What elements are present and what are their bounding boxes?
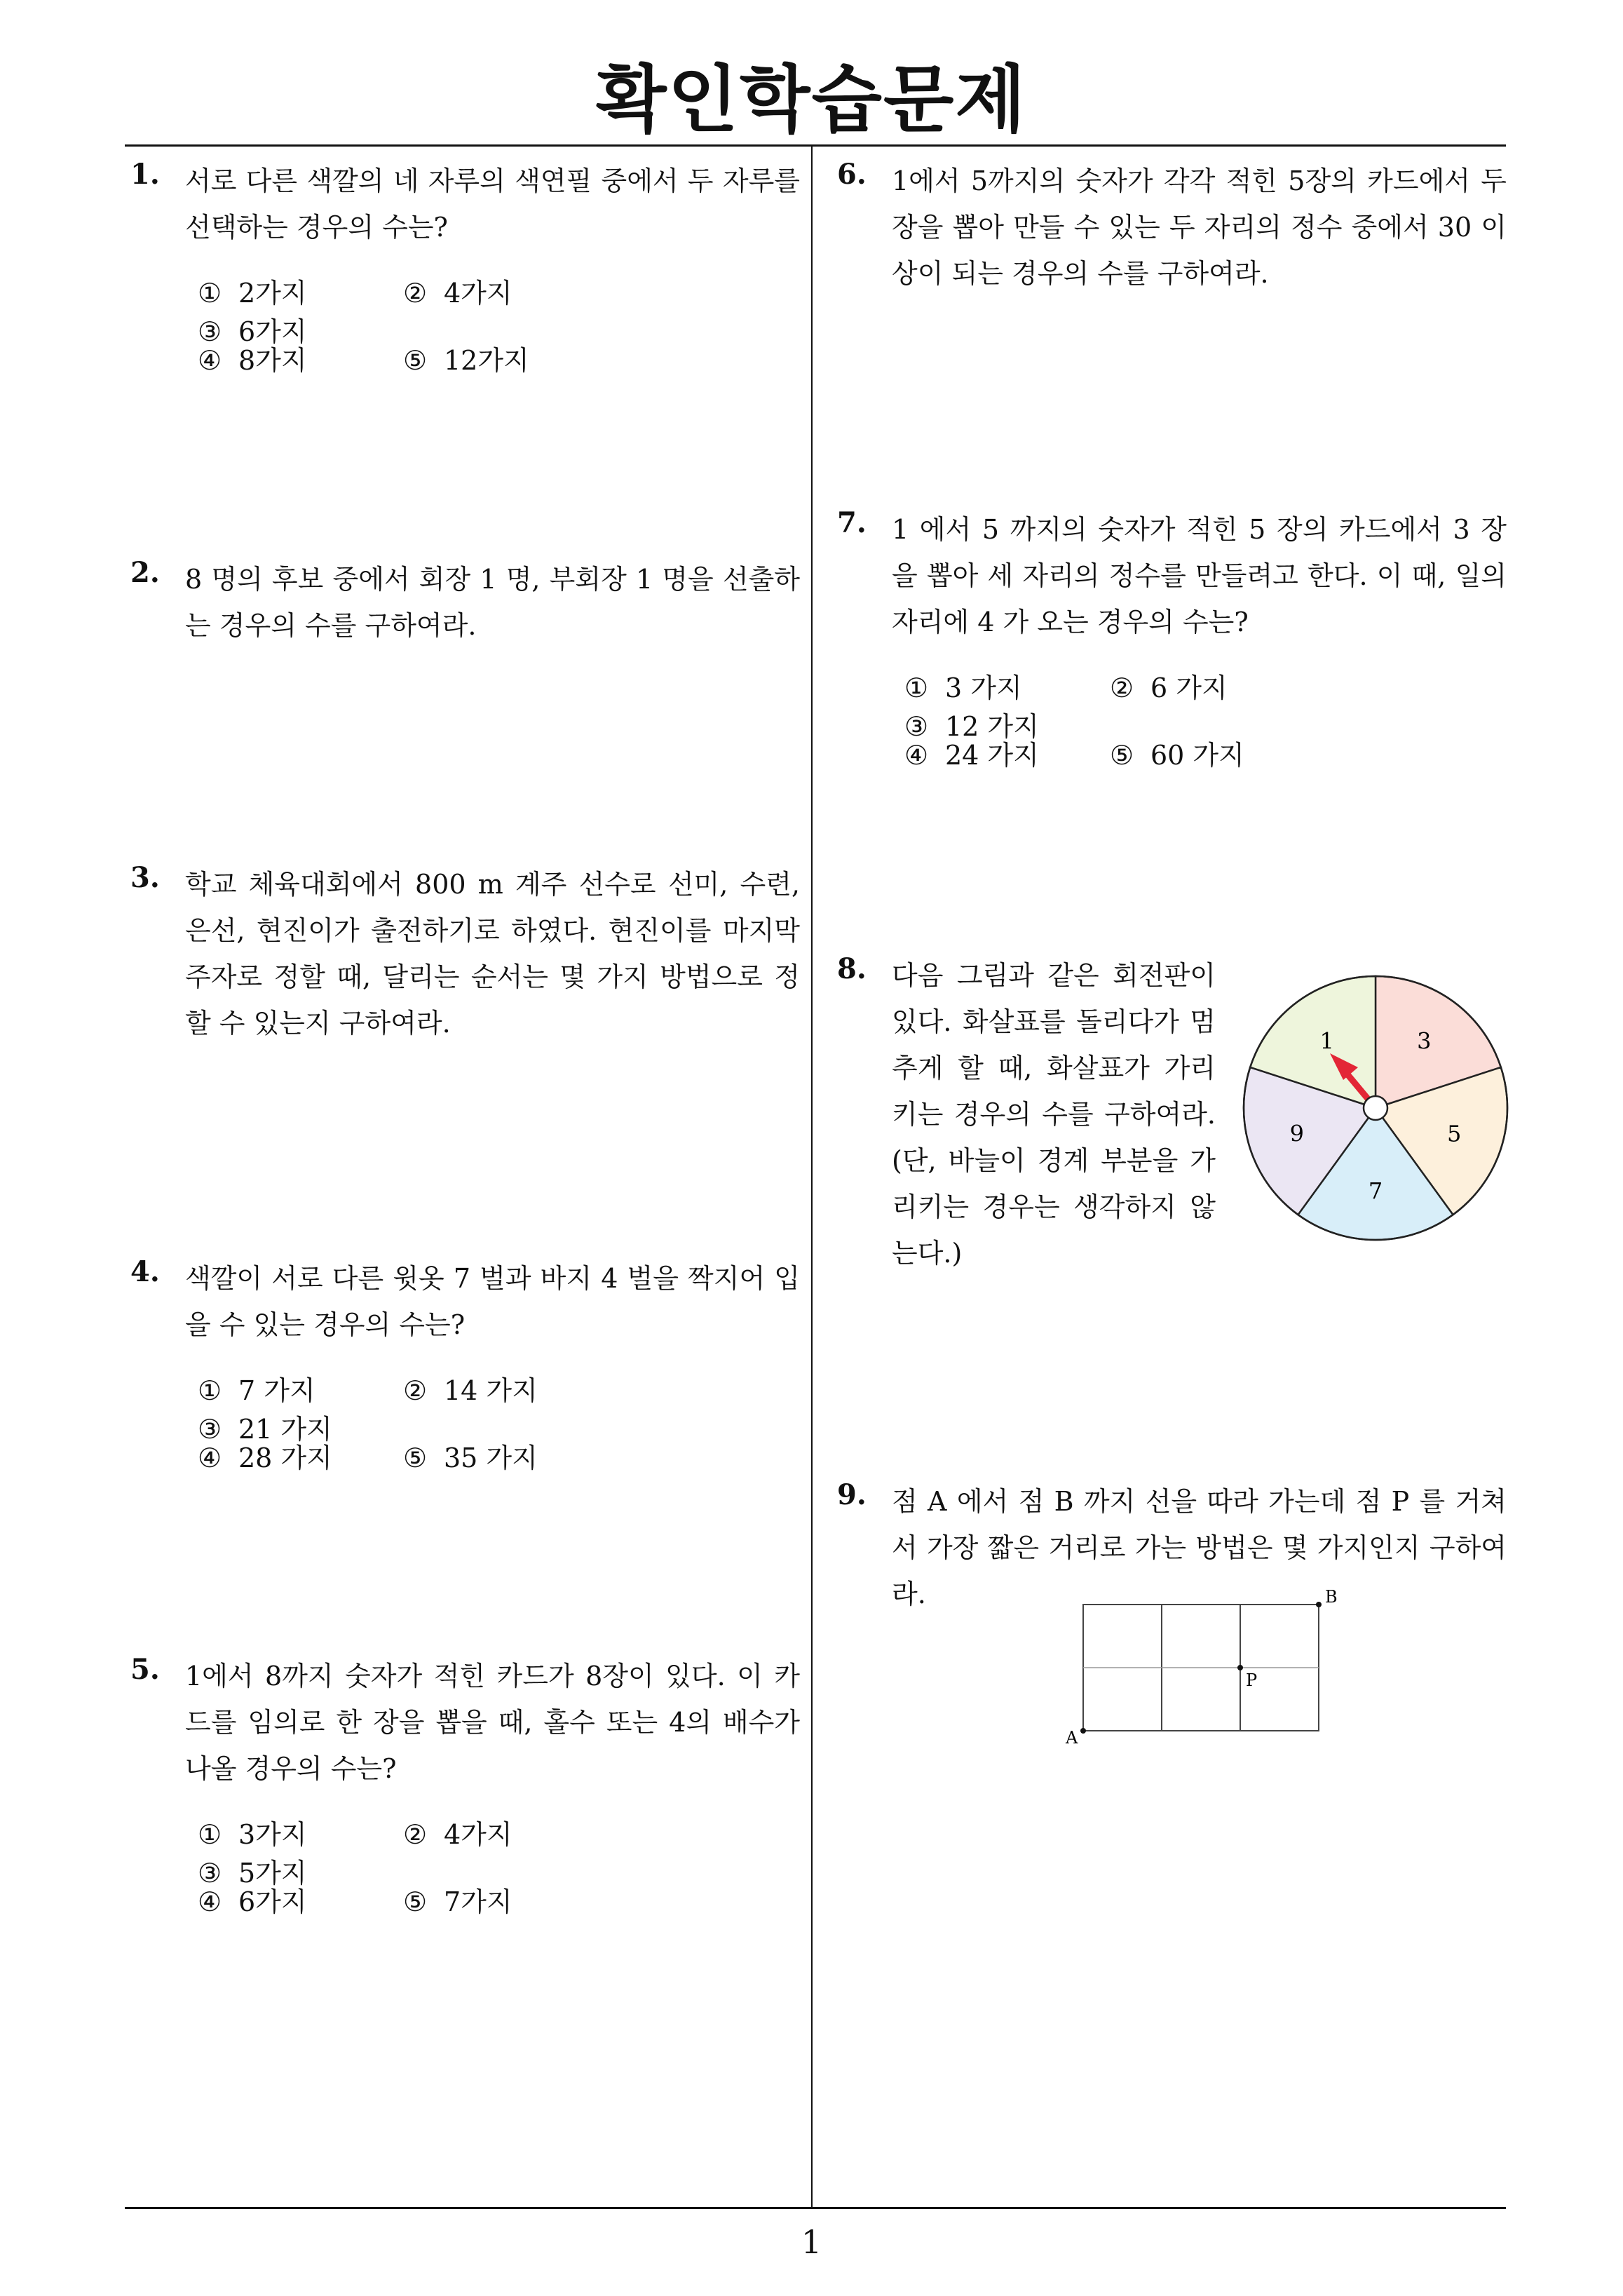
question-2 [130, 556, 800, 649]
choice-1[interactable]: ① 7 가지 [198, 1375, 315, 1406]
question-text: 학교 체육대회에서 800 m 계주 선수로 선미, 수련, 은선, 현진이가 출전하기로 하였다. 현진이를 마지막 주자로 정할 때, 달리는 순서는 몇 가지 방법으로 정할 수 있는지 구하여라. [185, 869, 800, 1039]
spinner-diagram [1235, 968, 1516, 1248]
spinner-label-5: 5 [1447, 1120, 1462, 1147]
choice-4[interactable]: ④ 8가지 [198, 345, 307, 376]
question-3 [130, 861, 800, 1046]
question-number: 8. [837, 952, 867, 985]
choice-2[interactable]: ② 6 가지 [1110, 673, 1228, 703]
choice-1[interactable]: ① 3 가지 [904, 673, 1022, 703]
choice-4[interactable]: ④ 6가지 [198, 1886, 307, 1917]
question-5 [130, 1653, 800, 1947]
question-number: 1. [130, 158, 160, 191]
choice-3[interactable]: ③ 21 가지 [198, 1414, 332, 1445]
choice-3[interactable]: ③ 5가지 [198, 1858, 307, 1889]
question-number: 6. [837, 158, 867, 191]
choice-1[interactable]: ① 3가지 [198, 1819, 307, 1850]
choice-3[interactable]: ③ 6가지 [198, 316, 307, 347]
spinner-label-3: 3 [1417, 1027, 1432, 1055]
question-text: 점 A 에서 점 B 까지 선을 따라 가는데 점 P 를 거쳐서 가장 짧은 거리로 가는 방법은 몇 가지인지 구하여라. [892, 1486, 1507, 1609]
grid-diagram [1052, 1582, 1346, 1750]
question-text: 8 명의 후보 중에서 회장 1 명, 부회장 1 명을 선출하는 경우의 수를 구하여라. [185, 564, 800, 641]
question-text: 1에서 5까지의 숫자가 각각 적힌 5장의 카드에서 두 장을 뽑아 만들 수 있는 두 자리의 정수 중에서 30 이상이 되는 경우의 수를 구하여라. [892, 166, 1507, 289]
choice-5[interactable]: ⑤ 60 가지 [1110, 740, 1244, 771]
choice-5[interactable]: ⑤ 35 가지 [403, 1443, 538, 1473]
choice-2[interactable]: ② 4가지 [403, 1819, 512, 1850]
question-text: 1에서 8까지 숫자가 적힌 카드가 8장이 있다. 이 카드를 임의로 한 장을 뽑을 때, 홀수 또는 4의 배수가 나올 경우의 수는? [185, 1661, 800, 1784]
point-a-dot [1080, 1728, 1086, 1734]
question-8 [837, 952, 1216, 1276]
point-p-dot [1237, 1665, 1243, 1670]
question-number: 4. [130, 1255, 160, 1288]
spinner-label-7: 7 [1368, 1177, 1383, 1204]
answer-choices [198, 1369, 800, 1504]
answer-choices [904, 666, 1507, 801]
spinner-hub [1364, 1096, 1387, 1120]
answer-choices [198, 1813, 800, 1947]
point-p-label: P [1246, 1670, 1258, 1690]
choice-4[interactable]: ④ 24 가지 [904, 740, 1039, 771]
question-number: 3. [130, 861, 160, 894]
question-1 [130, 158, 800, 406]
question-text: 색깔이 서로 다른 윗옷 7 벌과 바지 4 벌을 짝지어 입을 수 있는 경우의 수는? [185, 1263, 800, 1340]
choice-5[interactable]: ⑤ 12가지 [403, 345, 529, 376]
page-number: 1 [801, 2223, 822, 2261]
page-title: 확인학습문제 [596, 57, 1027, 142]
top-rule [125, 144, 1506, 147]
spinner-label-9: 9 [1289, 1120, 1304, 1147]
point-b-label: B [1325, 1587, 1338, 1607]
question-number: 7. [837, 506, 867, 539]
choice-3[interactable]: ③ 12 가지 [904, 711, 1039, 742]
choice-5[interactable]: ⑤ 7가지 [403, 1886, 512, 1917]
answer-choices [198, 271, 800, 406]
question-number: 5. [130, 1653, 160, 1686]
choice-1[interactable]: ① 2가지 [198, 278, 307, 309]
question-text: 다음 그림과 같은 회전판이 있다. 화살표를 돌리다가 멈추게 할 때, 화살표가 가리키는 경우의 수를 구하여라. (단, 바늘이 경계 부분을 가리키는 경우는 생각하지 않는다.) [892, 960, 1216, 1269]
bottom-rule [125, 2207, 1506, 2209]
column-divider [811, 146, 813, 2208]
choice-4[interactable]: ④ 28 가지 [198, 1443, 332, 1473]
question-number: 2. [130, 556, 160, 589]
question-text: 1 에서 5 까지의 숫자가 적힌 5 장의 카드에서 3 장을 뽑아 세 자리의 정수를 만들려고 한다. 이 때, 일의 자리에 4 가 오는 경우의 수는? [892, 514, 1507, 637]
question-text: 서로 다른 색깔의 네 자루의 색연필 중에서 두 자루를 선택하는 경우의 수는? [185, 166, 800, 243]
question-6 [837, 158, 1507, 297]
question-4 [130, 1255, 800, 1504]
point-a-label: A [1066, 1728, 1078, 1748]
point-b-dot [1316, 1602, 1322, 1607]
question-7 [837, 506, 1507, 801]
choice-2[interactable]: ② 4가지 [403, 278, 512, 309]
choice-2[interactable]: ② 14 가지 [403, 1375, 538, 1406]
question-number: 9. [837, 1478, 867, 1511]
spinner-label-1: 1 [1319, 1027, 1334, 1055]
